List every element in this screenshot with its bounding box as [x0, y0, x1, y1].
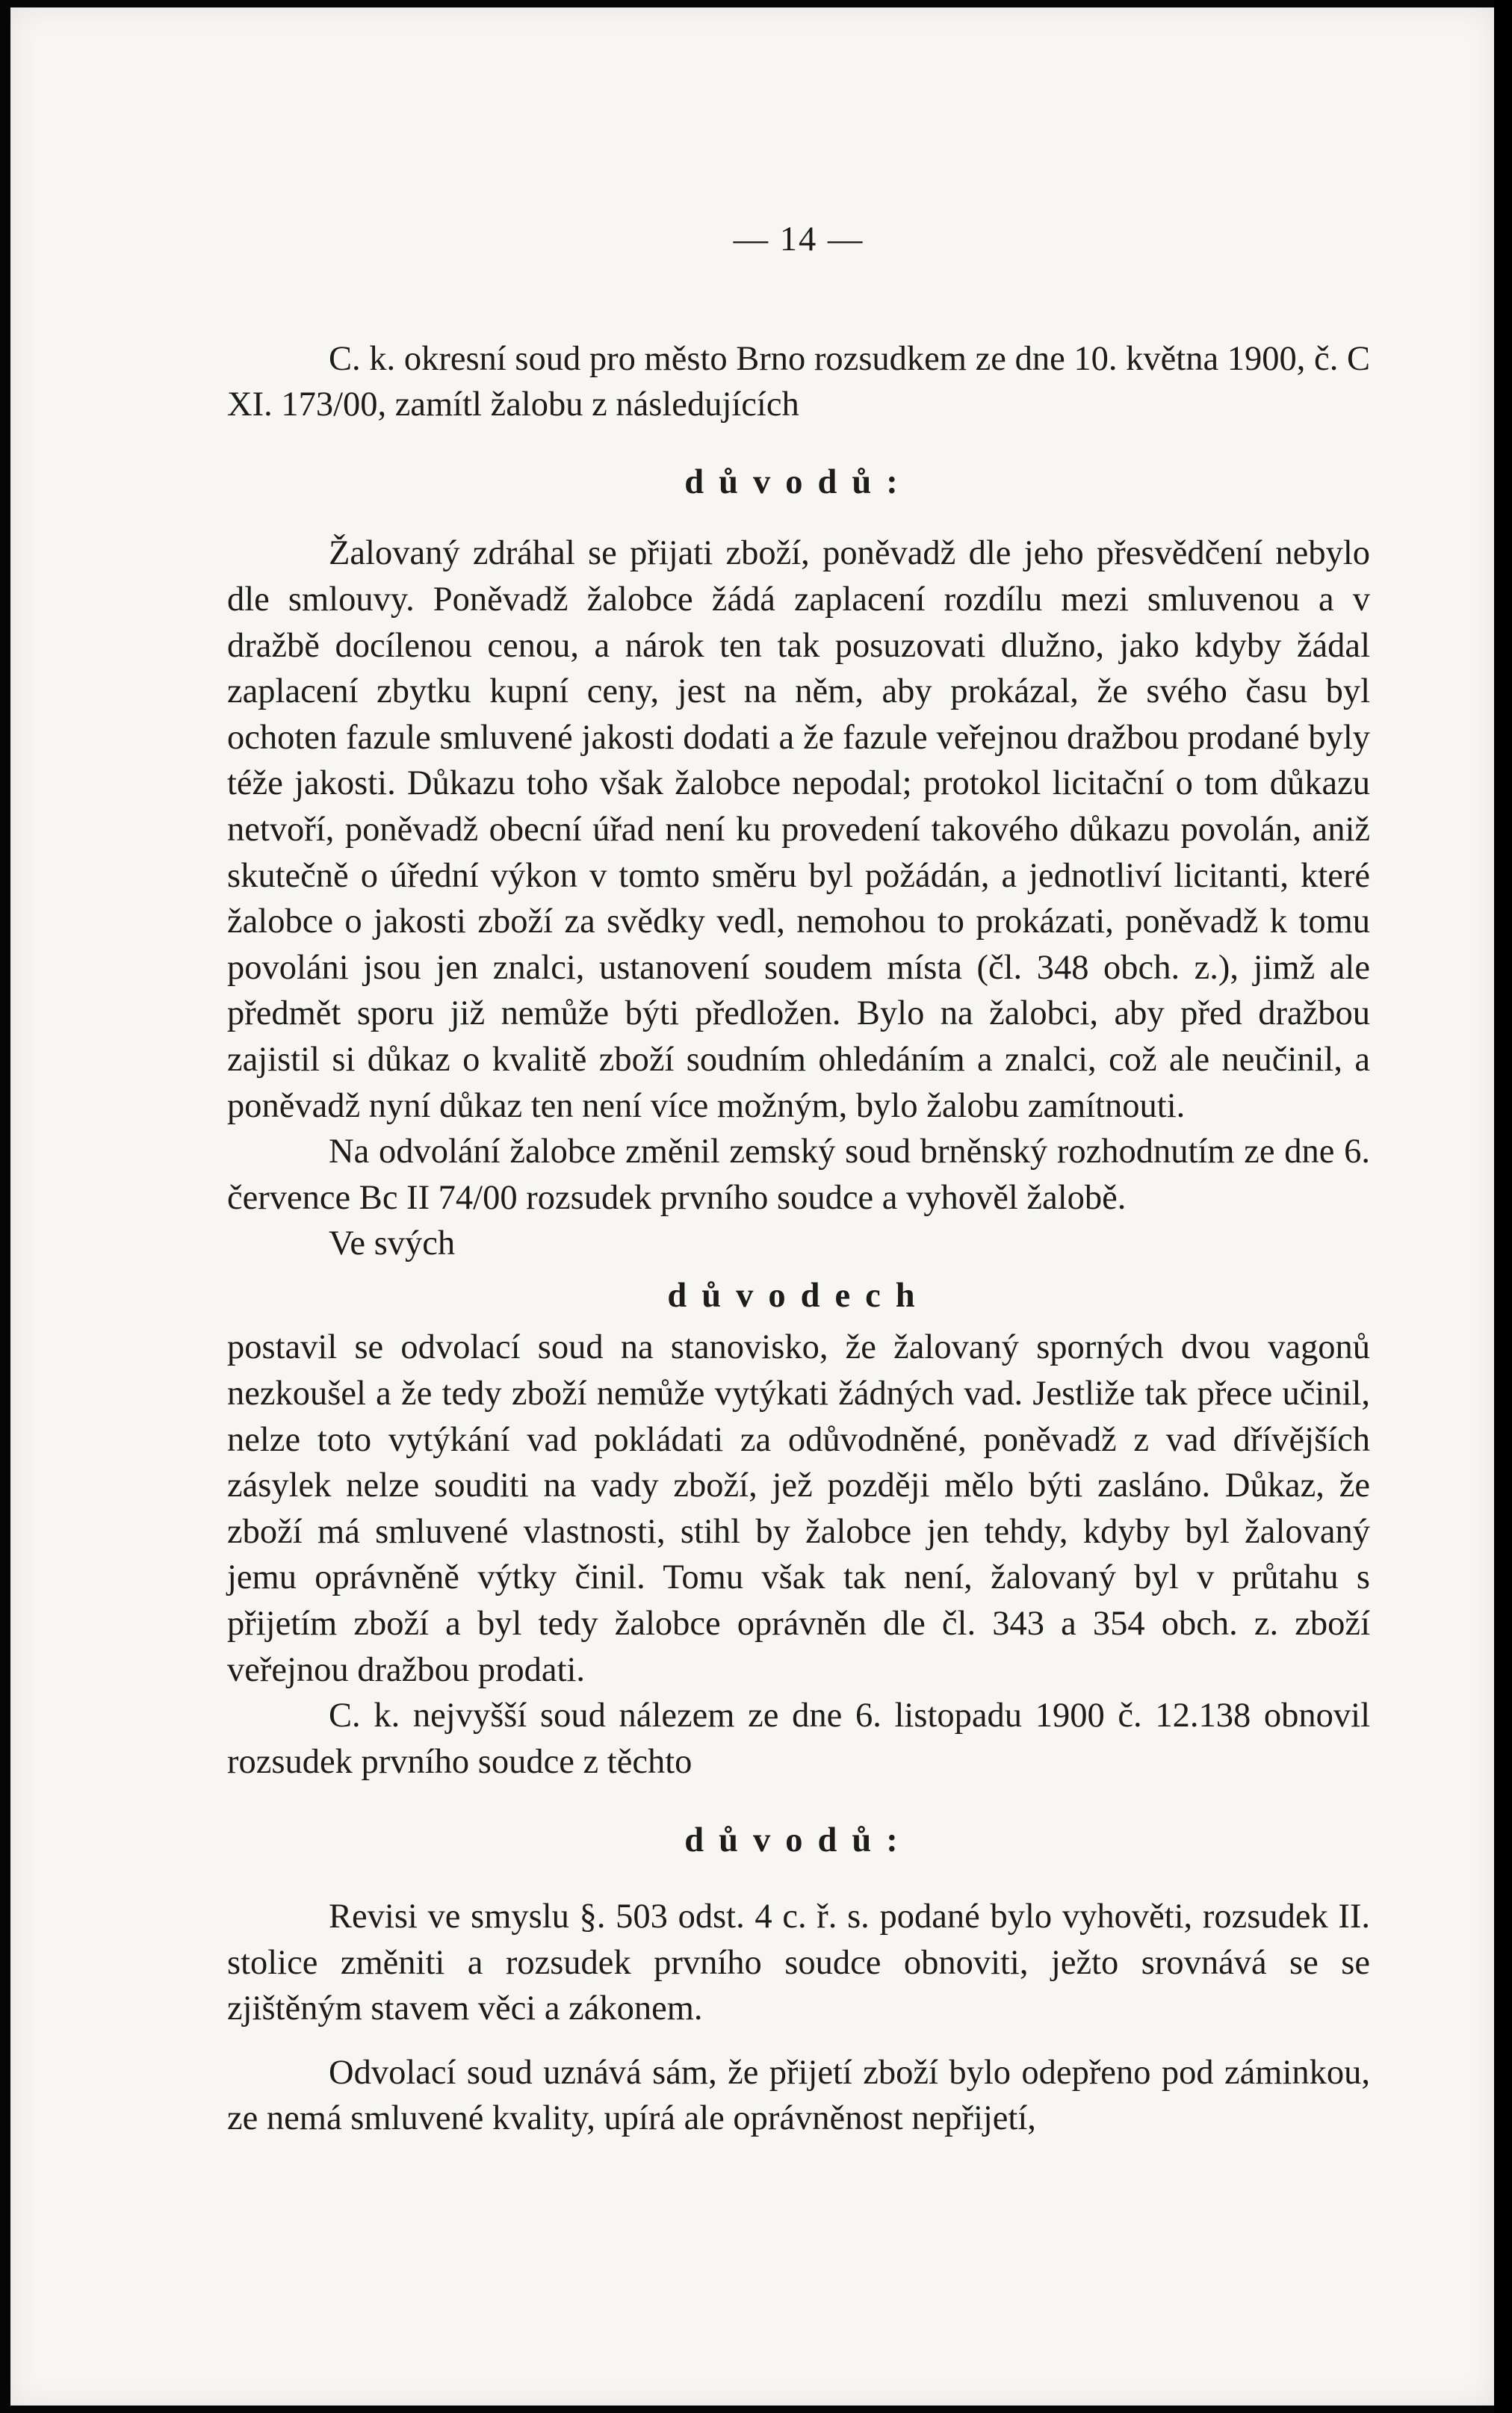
paragraph-appellate-position: postavil se odvolací soud na stanovisko, že žalovaný sporných dvou vagonů nezkoušel a že tedy zboží nemůže vytýkati žádných vad. Jestliže tak přece učinil, nelze toto vytýkání vad pokládati za odůvodněné, poněvadž z vad dřívějších zásylek nelze souditi na vady zboží, jež později mělo býti zasláno. Důkaz, že zboží má smluvené vlastnosti, stihl by žalobce jen tehdy, kdyby byl žalovaný jemu oprávněně výtky činil. Tomu však tak není, žalovaný byl v průtahu s přijetím zboží a byl tedy žalobce oprávněn dle čl. 343 a 354 obch. z. zboží veřejnou dražbou prodati.	[227, 1328, 1370, 1689]
section-heading-reasons-1: důvodů:	[684, 462, 913, 501]
section-heading-reasons-3: důvodů:	[684, 1821, 913, 1860]
section-heading-reasons-2: důvodech	[667, 1276, 930, 1315]
paragraph-appeal: Na odvolání žalobce změnil zemský soud brněnský rozhodnutím ze dne 6. července Bc II 74/00 rozsudek prvního soudce a vyhověl žalobě.	[227, 1133, 1370, 1217]
page-number: — 14 —	[733, 220, 864, 258]
paragraph-revision: Revisi ve smyslu §. 503 odst. 4 c. ř. s. podané bylo vyhověti, rozsudek II. stolice změniti a rozsudek prvního soudce obnoviti, ježto srovnává se se zjištěným stavem věci a zákonem.	[227, 1898, 1370, 2028]
document-body	[227, 217, 1370, 2142]
paragraph-appellate-admits: Odvolací soud uznává sám, že přijetí zboží bylo odepřeno pod záminkou, ze nemá smluvené kvality, upírá ale oprávněnost nepřijetí,	[227, 2053, 1370, 2138]
paragraph-in-its: Ve svých	[329, 1224, 456, 1263]
paragraph-district-court: C. k. okresní soud pro město Brno rozsudkem ze dne 10. května 1900, č. C XI. 173/00, zamítl žalobu z následujících	[227, 339, 1370, 424]
paragraph-defendant-reasons: Žalovaný zdráhal se přijati zboží, poněvadž dle jeho přesvědčení nebylo dle smlouvy. Poněvadž žalobce žádá zaplacení rozdílu mezi smluvenou a v dražbě docílenou cenou, a nárok ten tak posuzovati dlužno, jako kdyby žádal zaplacení zbytku kupní ceny, jest na něm, aby prokázal, že svého času byl ochoten fazule smluvené jakosti dodati a že fazule veřejnou dražbou prodané byly téže jakosti. Důkazu toho však žalobce nepodal; protokol licitační o tom důkazu netvoří, poněvadž obecní úřad není ku provedení takového důkazu povolán, aniž skutečně o úřední výkon v tomto směru byl požádán, a jednotliví licitanti, které žalobce o jakosti zboží za svědky vedl, nemohou to prokázati, poněvadž k tomu povoláni jsou jen znalci, ustanovení soudem místa (čl. 348 obch. z.), jimž ale předmět sporu již nemůže býti předložen. Bylo na žalobci, aby před dražbou zajistil si důkaz o kvalitě zboží soudním ohledáním a znalci, což ale neučinil, a poněvadž nyní důkaz ten není více možným, bylo žalobu zamítnouti.	[227, 534, 1370, 1125]
scan-edge	[1494, 0, 1512, 2413]
paragraph-supreme-court: C. k. nejvyšší soud nálezem ze dne 6. listopadu 1900 č. 12.138 obnovil rozsudek prvního soudce z těchto	[227, 1697, 1370, 1781]
